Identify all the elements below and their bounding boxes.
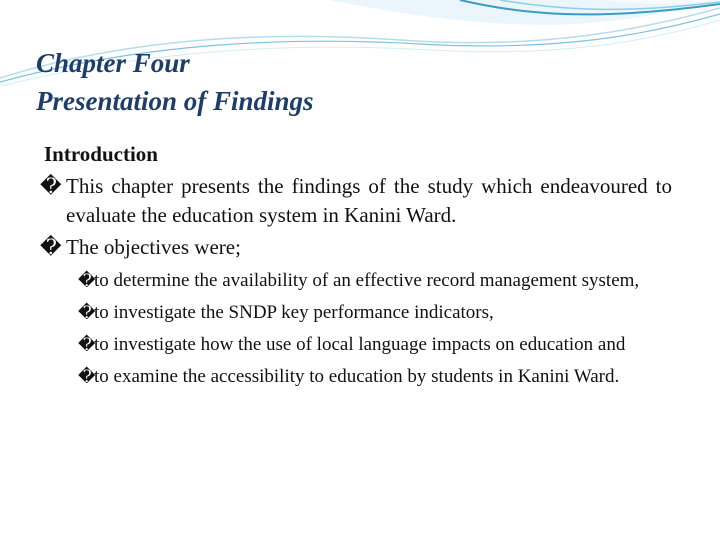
slide-body bbox=[40, 140, 672, 396]
sub-bullet-text: to investigate how the use of local language impacts on education and bbox=[94, 334, 626, 355]
sub-bullet-text: to examine the accessibility to education by students in Kanini Ward. bbox=[94, 366, 620, 387]
sub-bullet-text: to investigate the SNDP key performance indicators, bbox=[94, 302, 494, 323]
bullet-text: This chapter presents the findings of the study which endeavoured to evaluate the education system in Kanini Ward. bbox=[66, 174, 672, 227]
sub-bullet-item bbox=[78, 364, 672, 390]
sub-bullet-item bbox=[78, 300, 672, 326]
sub-bullet-text: to determine the availability of an effective record management system, bbox=[94, 270, 640, 291]
sub-bullet-marker-icon: � bbox=[78, 367, 96, 386]
title-line-2: Presentation of Findings bbox=[36, 86, 314, 116]
intro-heading: Introduction bbox=[44, 142, 158, 166]
title-line-1: Chapter Four bbox=[36, 48, 190, 78]
bullet-text: The objectives were; bbox=[66, 235, 241, 259]
bullet-marker-icon: � bbox=[40, 235, 62, 259]
sub-bullet-item bbox=[78, 268, 672, 294]
sub-bullet-marker-icon: � bbox=[78, 271, 96, 290]
bullet-item bbox=[40, 172, 672, 230]
sub-bullet-item bbox=[78, 332, 672, 358]
bullet-marker-icon: � bbox=[40, 174, 62, 198]
slide-title bbox=[36, 44, 676, 120]
sub-bullet-marker-icon: � bbox=[78, 335, 96, 354]
bullet-item bbox=[40, 233, 672, 262]
sub-bullet-list bbox=[78, 268, 672, 390]
sub-bullet-marker-icon: � bbox=[78, 303, 96, 322]
